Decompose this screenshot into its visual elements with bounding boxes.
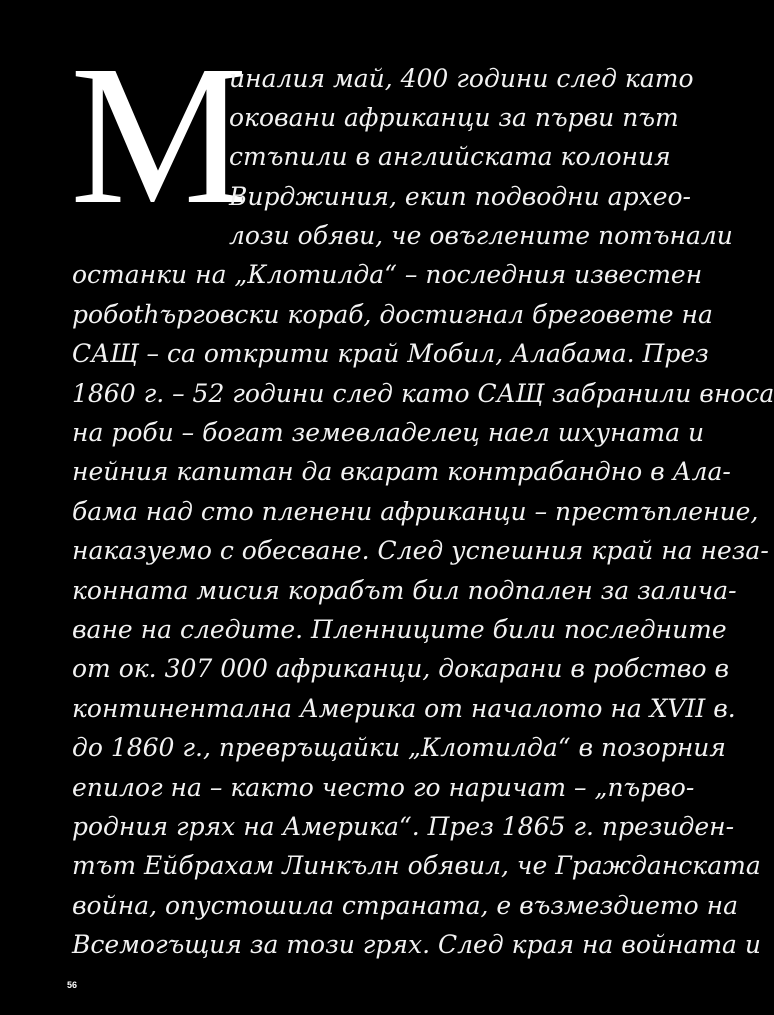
- drop-cap: М: [70, 25, 248, 246]
- body-text-line: стъпили в английската колония: [229, 142, 671, 171]
- body-text-line: Вирджиния, екип подводни архео-: [229, 182, 691, 211]
- body-text-line: оковани африканци за първи път: [229, 103, 679, 132]
- body-text-line: останки на „Клотилда“ – последния известен: [72, 260, 703, 289]
- body-text-line: континентална Америка от началото на XVII в.: [72, 694, 736, 723]
- page-number: 56: [67, 980, 78, 990]
- body-text-line: нейния капитан да вкарат контрабандно в Ала-: [72, 457, 731, 486]
- body-text-line: Всемогъщия за този грях. След края на войната и: [72, 930, 762, 959]
- body-text-line: конната мисия корабът бил подпален за залича-: [72, 576, 737, 605]
- body-text-line: лози обяви, че овъглените потънали: [229, 221, 733, 250]
- body-text-line: до 1860 г., превръщайки „Клотилда“ в позорния: [72, 733, 726, 762]
- body-text-line: иналия май, 400 години след като: [229, 64, 694, 93]
- body-text-line: война, опустошила страната, е възмездието на: [72, 891, 738, 920]
- body-text-line: 1860 г. – 52 години след като САЩ забранили вноса: [72, 379, 774, 408]
- body-text-line: тът Ейбрахам Линкълн обявил, че Гражданската: [72, 851, 761, 880]
- body-text-line: бама над сто пленени африканци – престъпление,: [72, 497, 759, 526]
- body-text-line: ване на следите. Пленниците били последните: [72, 615, 727, 644]
- body-text-line: епилог на – както често го наричат – „първо-: [72, 773, 695, 802]
- body-text-line: наказуемо с обесване. След успешния край на неза-: [72, 536, 769, 565]
- body-text-line: на роби – богат земевладелец наел шхуната и: [72, 418, 705, 447]
- body-text-line: от ок. 307 000 африканци, докарани в робство в: [72, 654, 729, 683]
- body-text-line: родния грях на Америка“. През 1865 г. президен-: [72, 812, 735, 841]
- body-text-line: САЩ – са открити край Мобил, Алабама. През: [72, 339, 709, 368]
- body-text-line: робothърговски кораб, достигнал бреговете на: [72, 300, 713, 329]
